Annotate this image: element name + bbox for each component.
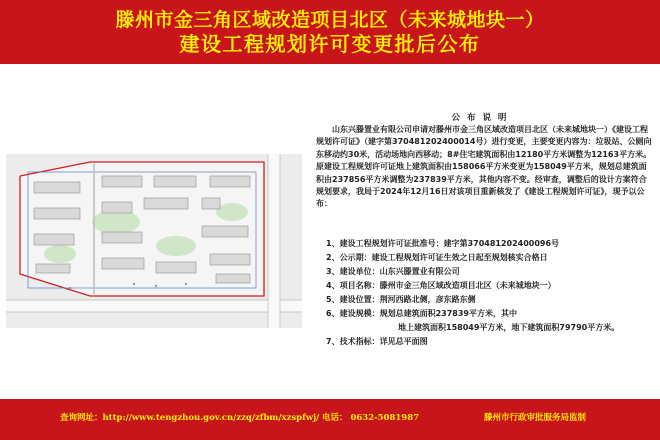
list-item: 3、建设单位：山东兴滕置业有限公司	[326, 267, 460, 276]
list-item: 7、技术指标：详见总平面图	[326, 337, 428, 346]
notice-items-list	[326, 237, 656, 349]
notice-body	[316, 124, 652, 211]
phone-number: 电话： 0632-5081987	[322, 413, 420, 423]
list-item: 1、建设工程规划许可证批准号：建字第370481202400096号	[326, 239, 560, 248]
notice-paragraph: 山东兴滕置业有限公司申请对滕州市金三角区域改造项目北区（未来城地块一）《建设工程规划许可证》（建字第370481202400014号）进行变更，主要变更内容为：垃圾站、公厕向东移动约30米，活动场地向西移动；8#住宅建筑面积由12180平方米调整为12163平方米。原建设工程规划许可证地上建筑面积由158066平方米变更为158049平方米，规划总建筑面积由237856平方米调整为237839平方米，其他内容不变。经审查，调整后的设计方案符合规划要求，我局于2024年12月16日对该项目重新核发了《建设工程规划许可证》，现予以公布：	[316, 125, 652, 209]
list-item: 6、建设规模：规划总建筑面积237839平方米，其中	[326, 309, 517, 318]
list-item: 4、项目名称：滕州市金三角区域改造项目北区（未来城地块一）	[326, 281, 556, 290]
query-url-link[interactable]: 查询网址：http://www.tengzhou.gov.cn/zzq/zfbm/xzspfwj/	[60, 413, 320, 423]
site-plan-image	[6, 154, 302, 328]
list-item: 5、建设位置：荆河西路北侧，彦东路东侧	[326, 295, 476, 304]
page-subtitle: 建设工程规划许可变更批后公布	[179, 32, 481, 56]
list-item: 2、公示期：建设工程规划许可证生效之日起至规划核实合格日	[326, 253, 548, 262]
page-title: 滕州市金三角区域改造项目北区（未来城地块一）	[115, 9, 545, 31]
list-item: 地上建筑面积158049平方米，地下建筑面积79790平方米。	[398, 323, 620, 332]
header-banner	[0, 0, 660, 64]
footer-banner	[0, 399, 660, 440]
notice-heading: 公 布 说 明	[451, 113, 509, 123]
issuing-organization: 滕州市行政审批服务局监制	[484, 413, 587, 423]
